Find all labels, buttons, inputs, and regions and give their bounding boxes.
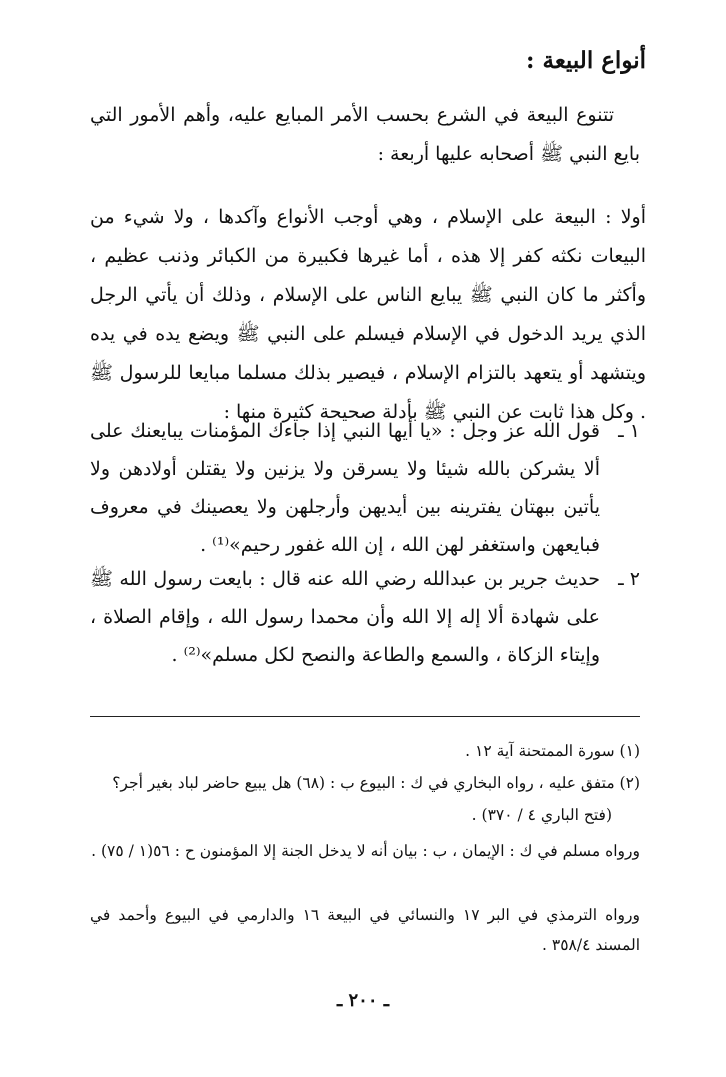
book-page [90,0,646,1077]
intro-paragraph: تتنوع البيعة في الشرع بحسب الأمر المبايع عليه، وأهم الأمور التي بايع النبي ﷺ أصحابه عليها أربعة : [90,104,640,165]
footnote-2-others: ورواه الترمذي في البر ١٧ والنسائي في البيعة ١٦ والدارمي في البيوع وأحمد في المسند ٣٥٨/٤ . [90,906,640,954]
section-heading: أنواع البيعة : [526,47,646,74]
evidence-item-2 [90,560,640,674]
footnote-2: (٢) متفق عليه ، رواه البخاري في ك : البيوع ب : (٦٨) هل يبيع حاضر لباد بغير أجر؟ [112,774,640,792]
footnote-divider [90,716,640,717]
evidence-text: قول الله عز وجل : «يا أيها النبي إذا جاءك المؤمنات يبايعنك على ألا يشركن بالله شيئا ولا يسرقن ولا يزنين ولا يقتلن أولادهن ولا يأتين ببهتان يفترينه بين أيديهن وأرجلهن ولا يعصينك في معروف فبايعهن واستغفر لهن الله ، إن الله غفور رحيم»⁽¹⁾ . [90,420,600,556]
evidence-number: ١ ـ [618,420,640,442]
footnote-1: (١) سورة الممتحنة آية ١٢ . [465,742,640,760]
page-number: ـ ٢٠٠ ـ [336,990,390,1011]
footnote-2-muslim: ورواه مسلم في ك : الإيمان ، ب : بيان أنه لا يدخل الجنة إلا المؤمنون ح : ٥٦(١ / ٧٥) . [91,842,640,860]
first-type-paragraph: أولا : البيعة على الإسلام ، وهي أوجب الأنواع وآكدها ، ولا شيء من البيعات نكثه كفر إلا هذه ، أما غيرها فكبيرة من الكبائر وذنب عظيم ، وأكثر ما كان النبي ﷺ يبايع الناس على الإسلام ، وذلك أن يأتي الرجل الذي يريد الدخول في الإسلام فيسلم على النبي ﷺ ويضع يده في يده ويتشهد أو يتعهد بالتزام الإسلام ، فيصير بذلك مسلما مبايعا للرسول ﷺ . وكل هذا ثابت عن النبي ﷺ بأدلة صحيحة كثيرة منها : [90,206,646,423]
evidence-text: حديث جرير بن عبدالله رضي الله عنه قال : بايعت رسول الله ﷺ على شهادة ألا إله إلا الله وأن محمدا رسول الله ، وإقام الصلاة ، وإيتاء الزكاة ، والسمع والطاعة والنصح لكل مسلم»⁽²⁾ . [90,568,600,666]
evidence-item-1 [90,412,640,564]
evidence-number: ٢ ـ [618,568,640,590]
footnote-2-continued: (فتح الباري ٤ / ٣٧٠) . [471,806,612,824]
